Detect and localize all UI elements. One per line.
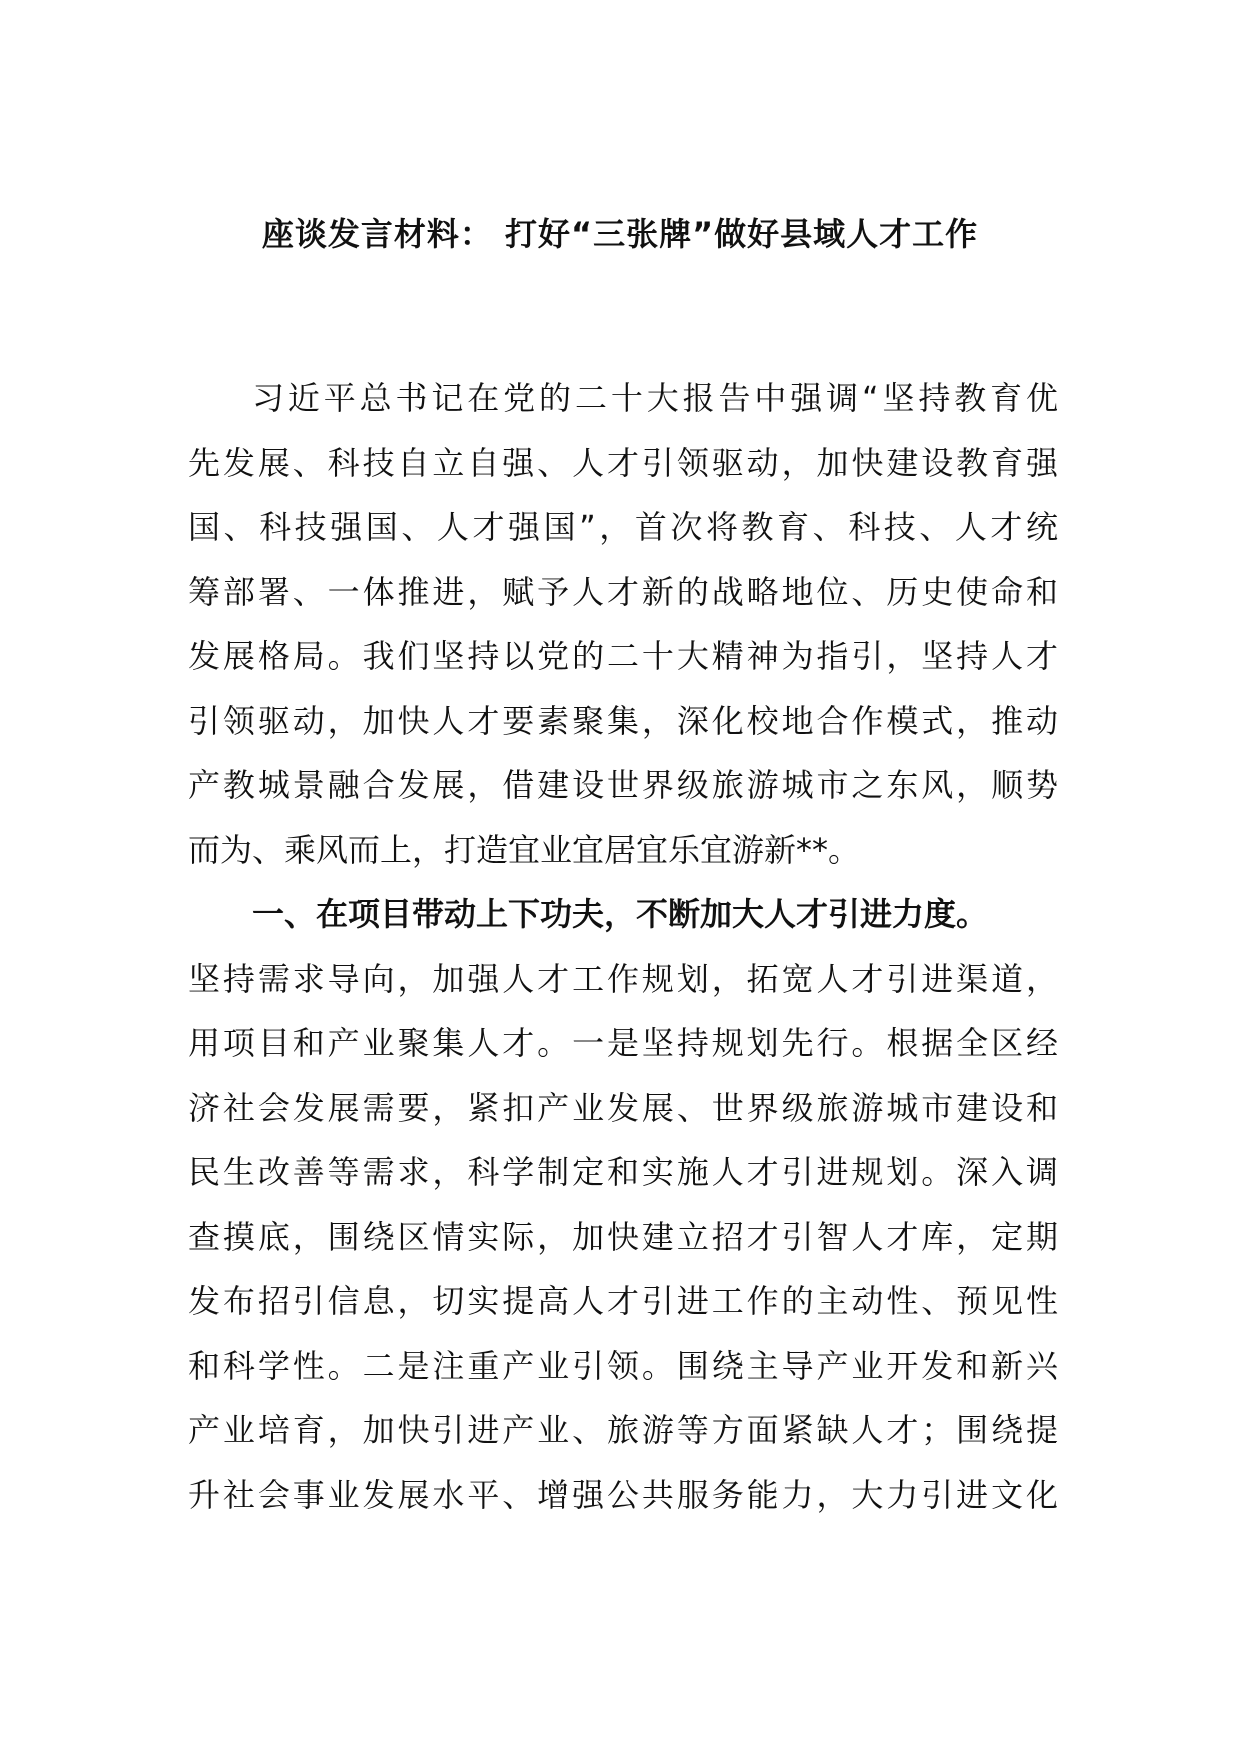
document-body — [188, 366, 1058, 1527]
paragraph-line: 发展格局。我们坚持以党的二十大精神为指引，坚持人才 — [188, 637, 1058, 675]
paragraph-line: 筹部署、一体推进，赋予人才新的战略地位、历史使命和 — [188, 572, 1058, 611]
paragraph-line: 升社会事业发展水平、增强公共服务能力，大力引进文化 — [188, 1475, 1058, 1514]
paragraph-line: 发布招引信息，切实提高人才引进工作的主动性、预见性 — [188, 1282, 1058, 1320]
paragraph-line: 而为、乘风而上，打造宜业宜居宜乐宜游新**。 — [188, 830, 861, 869]
document-title: 座谈发言材料： 打好“三张牌”做好县域人才工作 — [261, 215, 979, 253]
paragraph-line: 先发展、科技自立自强、人才引领驱动，加快建设教育强 — [188, 443, 1058, 482]
paragraph-line: 坚持需求导向，加强人才工作规划，拓宽人才引进渠道， — [188, 959, 1058, 998]
paragraph-line: 查摸底，围绕区情实际，加快建立招才引智人才库，定期 — [188, 1217, 1058, 1256]
paragraph-line: 用项目和产业聚集人才。一是坚持规划先行。根据全区经 — [188, 1024, 1058, 1062]
paragraph-line: 产教城景融合发展，借建设世界级旅游城市之东风，顺势 — [188, 766, 1058, 804]
paragraph-line: 和科学性。二是注重产业引领。围绕主导产业开发和新兴 — [188, 1346, 1058, 1385]
paragraph-line: 国、科技强国、人才强国”，首次将教育、科技、人才统 — [188, 508, 1058, 546]
paragraph-line: 习近平总书记在党的二十大报告中强调“坚持教育优 — [252, 379, 1058, 417]
paragraph-line: 产业培育，加快引进产业、旅游等方面紧缺人才；围绕提 — [188, 1411, 1058, 1449]
paragraph-line: 济社会发展需要，紧扣产业发展、世界级旅游城市建设和 — [188, 1088, 1058, 1127]
paragraph-line: 民生改善等需求，科学制定和实施人才引进规划。深入调 — [188, 1153, 1058, 1191]
section-heading: 一、在项目带动上下功夫，不断加大人才引进力度。 — [252, 895, 989, 933]
paragraph-line: 引领驱动，加快人才要素聚集，深化校地合作模式，推动 — [188, 701, 1058, 740]
